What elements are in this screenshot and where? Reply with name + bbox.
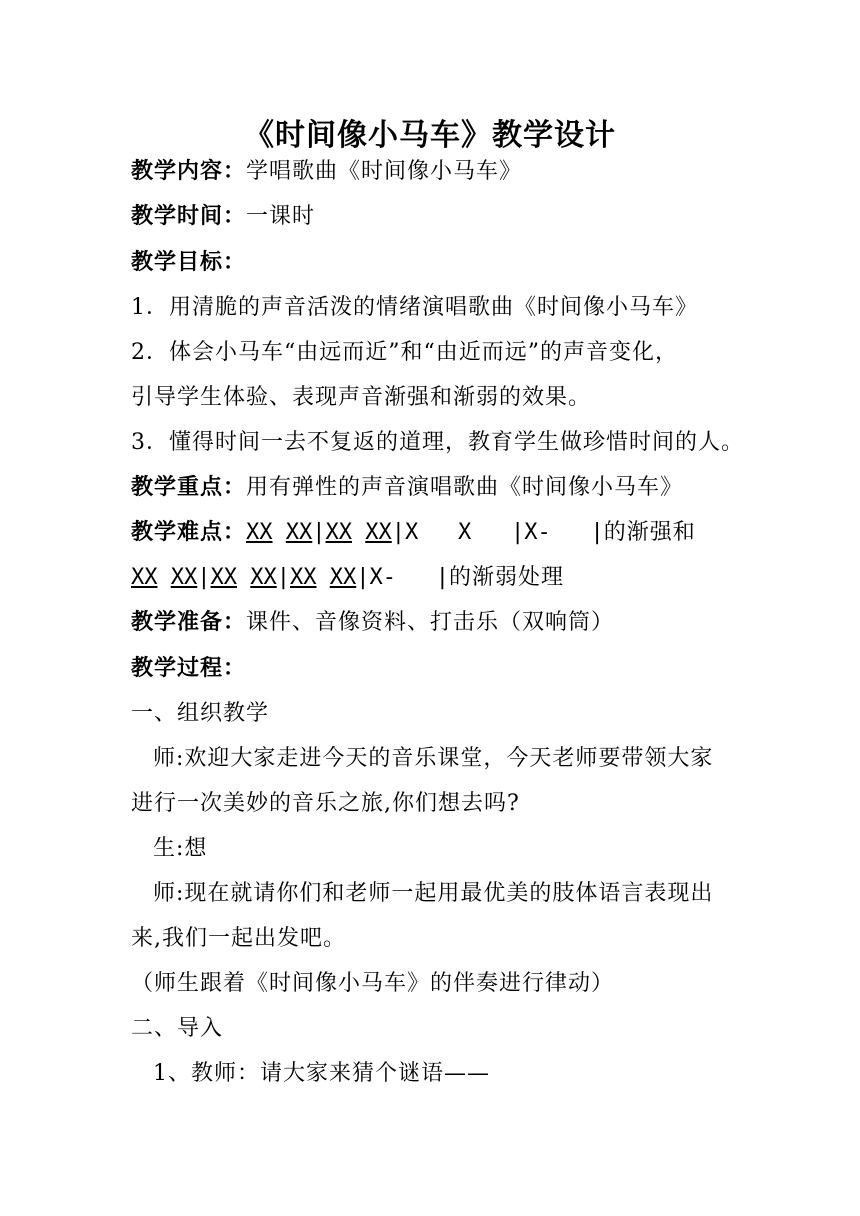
section-1-paragraph-1-line-2: 进行一次美妙的音乐之旅,你们想去吗? — [131, 791, 520, 816]
section-1-heading: 一、组织教学 — [131, 701, 270, 726]
goal-item-1: 1．用清脆的声音活泼的情绪演唱歌曲《时间像小马车》 — [131, 295, 698, 320]
difficulty-label: 教学难点： — [131, 520, 247, 545]
bar-line: | — [312, 520, 326, 545]
rhythm-group: XX — [170, 565, 198, 590]
goal-item-2-line-2: 引导学生体验、表现声音渐强和渐弱的效果。 — [131, 385, 592, 410]
goal-item-2-line-1: 2．体会小马车“由远而近”和“由近而远”的声音变化， — [131, 340, 678, 365]
rhythm-group: XX — [250, 565, 277, 590]
difficulty-suffix-1: 的渐强和 — [603, 520, 696, 545]
content-label: 教学内容： — [131, 159, 247, 184]
rhythm-group: XX — [210, 565, 237, 590]
preparation-label: 教学准备： — [131, 610, 247, 635]
rhythm-group: XX — [325, 520, 353, 545]
key-point-label: 教学重点： — [131, 475, 247, 500]
rhythm-group: XX — [329, 565, 357, 590]
rhythm-group: XX — [290, 565, 317, 590]
content-text: 学唱歌曲《时间像小马车》 — [246, 159, 523, 184]
section-1-paragraph-2: 生:想 — [153, 836, 208, 861]
rhythm-group: XX — [246, 520, 273, 545]
section-2-paragraph-1: 1、教师：请大家来猜个谜语—— — [153, 1061, 490, 1086]
content-line — [131, 157, 522, 187]
goals-label: 教学目标： — [131, 250, 247, 275]
section-2-heading: 二、导入 — [131, 1016, 224, 1041]
section-1-paragraph-3-line-1: 师:现在就请你们和老师一起用最优美的肢体语言表现出 — [153, 881, 714, 906]
bar-line: | — [197, 565, 211, 590]
time-line — [131, 202, 315, 232]
rhythm-group: XX — [131, 565, 158, 590]
document-title: 《时间像小马车》教学设计 — [244, 118, 616, 153]
difficulty-line-2 — [131, 563, 564, 593]
process-label: 教学过程： — [131, 656, 247, 681]
section-1-paragraph-1-line-1: 师:欢迎大家走进今天的音乐课堂，今天老师要带领大家 — [153, 746, 714, 771]
section-1-paragraph-4: （师生跟着《时间像小马车》的伴奏进行律动） — [131, 971, 615, 996]
preparation-line — [131, 608, 614, 638]
section-1-paragraph-3-line-2: 来,我们一起出发吧。 — [131, 926, 346, 951]
key-point-text: 用有弹性的声音演唱歌曲《时间像小马车》 — [246, 475, 684, 500]
rhythm-group: XX — [365, 520, 392, 545]
rhythm-rest: |X- | — [356, 565, 449, 590]
rhythm-group: XX — [285, 520, 313, 545]
time-label: 教学时间： — [131, 204, 247, 229]
key-point-line — [131, 473, 683, 503]
difficulty-line-1 — [131, 518, 696, 548]
bar-line: | — [276, 565, 290, 590]
goal-item-3: 3．懂得时间一去不复返的道理，教育学生做珍惜时间的人。 — [131, 430, 744, 455]
preparation-text: 课件、音像资料、打击乐（双响筒） — [246, 610, 615, 635]
time-text: 一课时 — [246, 204, 316, 229]
difficulty-suffix-2: 的渐弱处理 — [448, 565, 564, 590]
rhythm-rest: |X X |X- | — [391, 520, 604, 545]
